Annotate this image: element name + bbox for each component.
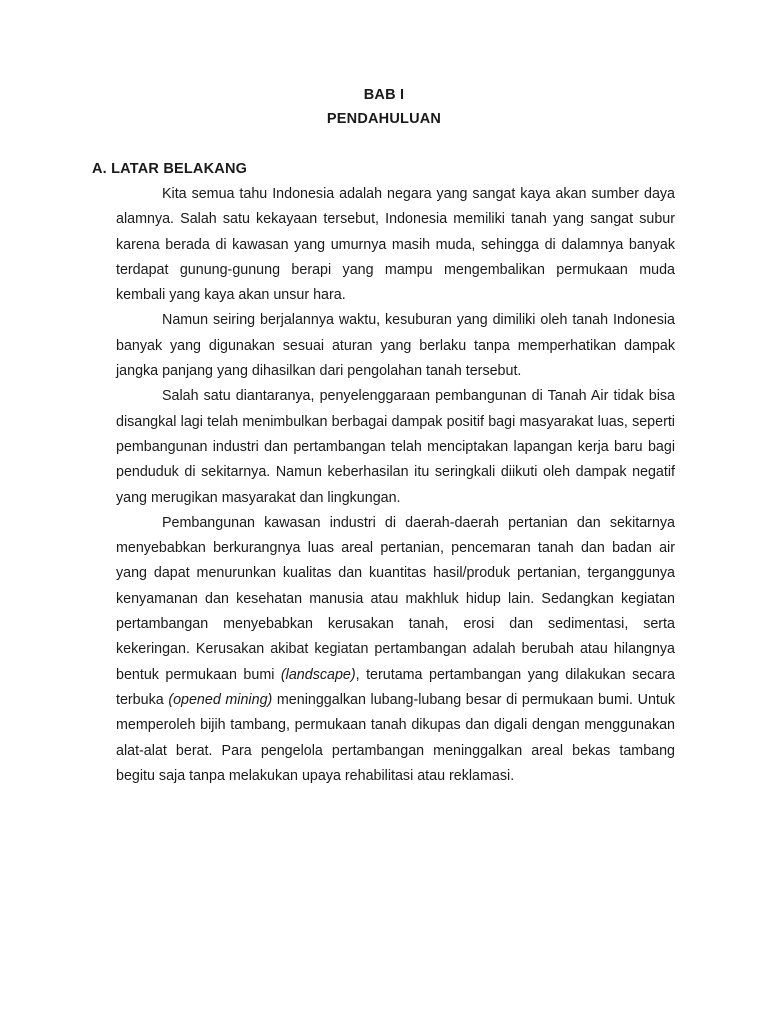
body-text bbox=[116, 182, 675, 789]
paragraph-4-text-a: Pembangunan kawasan industri di daerah-daerah pertanian dan sekitarnya menyebabkan berkurangnya luas areal pertanian, pencemaran tanah dan badan air yang dapat menurunkan kualitas dan kuantitas hasil/produk pertanian, terganggunya kenyamanan dan kesehatan manusia atau makhluk hidup lain. Sedangkan kegiatan pertambangan menyebabkan kerusakan tanah, erosi dan sedimentasi, serta kekeringan. Kerusakan akibat kegiatan pertambangan adalah berubah atau hilangnya bentuk permukaan bumi bbox=[116, 514, 675, 683]
section-heading: A. LATAR BELAKANG bbox=[92, 161, 248, 177]
term-opened-mining: (opened mining) bbox=[168, 691, 273, 708]
chapter-title: PENDAHULUAN bbox=[326, 111, 442, 127]
paragraph-1: Kita semua tahu Indonesia adalah negara yang sangat kaya akan sumber daya alamnya. Salah satu kekayaan tersebut, Indonesia memiliki tanah yang sangat subur karena berada di kawasan yang umurnya masih muda, sehingga di dalamnya banyak terdapat gunung-gunung berapi yang mampu mengembalikan permukaan muda kembali yang kaya akan unsur hara. bbox=[116, 186, 675, 304]
paragraph-4-text-b: , terutama pertambangan yang dilakukan secara terbuka bbox=[116, 666, 675, 708]
paragraph-4 bbox=[116, 511, 675, 789]
paragraph-3: Salah satu diantaranya, penyelenggaraan pembangunan di Tanah Air tidak bisa disangkal lagi telah menimbulkan berbagai dampak positif bagi masyarakat luas, seperti pembangunan industri dan pertambangan telah menciptakan lapangan kerja baru bagi penduduk di sekitarnya. Namun keberhasilan itu seringkali diikuti oleh dampak negatif yang merugikan masyarakat dan lingkungan. bbox=[116, 388, 675, 506]
paragraph-4-text-c: meninggalkan lubang-lubang besar di permukaan bumi. Untuk memperoleh bijih tambang, permukaan tanah dikupas dan digali dengan menggunakan alat-alat berat. Para pengelola pertambangan meninggalkan areal bekas tambang begitu saja tanpa melakukan upaya rehabilitasi atau reklamasi. bbox=[116, 691, 675, 784]
chapter-number: BAB I bbox=[363, 87, 405, 103]
term-landscape: (landscape) bbox=[280, 666, 356, 683]
paragraph-2: Namun seiring berjalannya waktu, kesuburan yang dimiliki oleh tanah Indonesia banyak yang digunakan sesuai aturan yang berlaku tanpa memperhatikan dampak jangka panjang yang dihasilkan dari pengolahan tanah tersebut. bbox=[116, 312, 675, 380]
